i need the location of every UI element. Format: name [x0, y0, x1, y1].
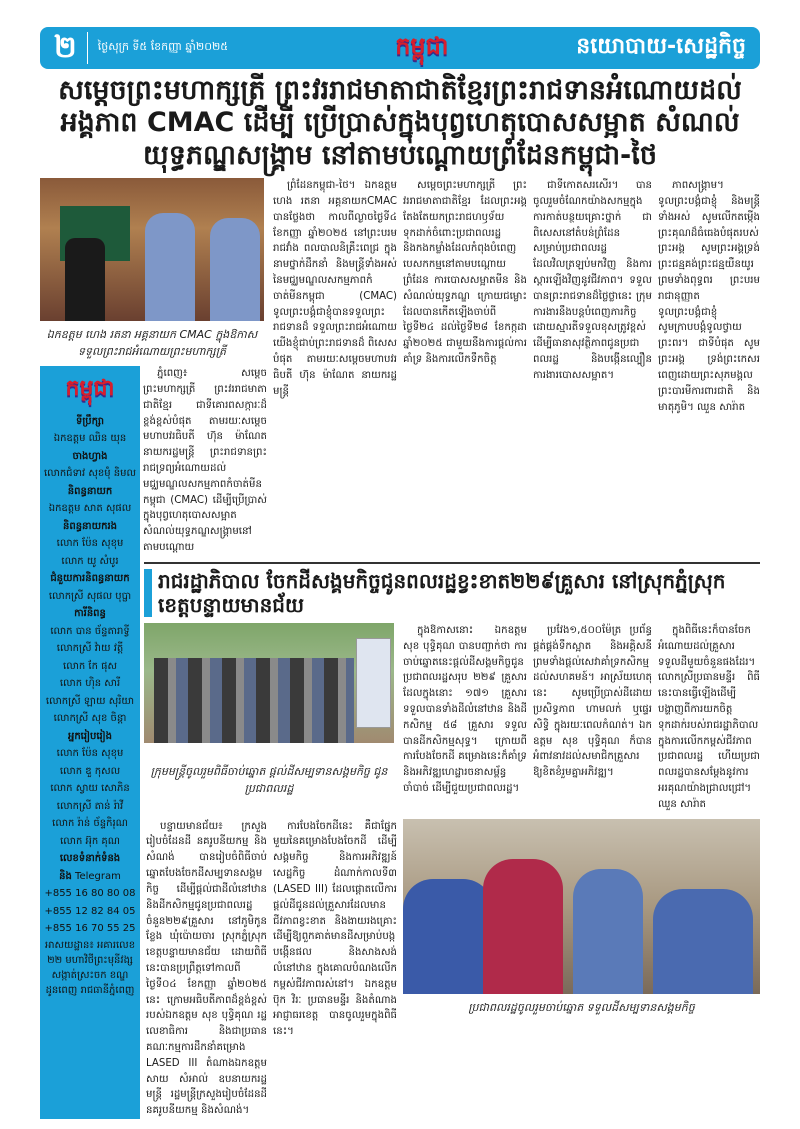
article2-photo2-caption: ប្រជាពលរដ្ឋចូលរួមចាប់ឆ្នោត ទទួលដីសម្បទានសង្គមកិច្ច	[468, 1000, 695, 1014]
issue-date: ថ្ងៃសុក្រ ទី៥ ខែកញ្ញា ឆ្នាំ២០២៥	[97, 40, 229, 53]
staff-name: លោកស្រី ឡាយ សុរិយា	[45, 695, 135, 707]
paragraph: សម្តេចព្រះមហាក្សត្រី ព្រះវររាជមាតាជាតិខ្មែរ ដែលព្រះអង្គតែងតែយកព្រះរាជហឫទ័យទុកដាក់ចំពោះប្រជាពលរដ្ឋ និងកងកម្លាំងដែលកំពុងបំពេញបេសកកម្មនៅតាមបណ្តោយព្រំដែន ការបោសសម្អាតមីន និងសំណល់យុទ្ធភណ្ឌ ក្រោយជម្លោះ ដែលបានកើតឡើងចាប់ពីថ្ងៃទី២៤ ដល់ថ្ងៃទី២៨ ខែកក្កដា ឆ្នាំ២០២៥ ជាមួយនឹងការផ្តល់ការគាំទ្រ និងការលើកទឹកចិត្ត	[403, 180, 527, 366]
person-figure	[210, 218, 260, 321]
paragraph: ក្នុងពិធីនេះក៏បានចែកអំណោយដល់គ្រួសារទទួលដីមួយចំនួនផងដែរ។ លោកស្រីប្រធានមន្ទីរ ពិធីនេះបានធ្វើឡើងដើម្បីបង្ហាញពីការយកចិត្តទុកដាក់របស់រាជរដ្ឋាភិបាល ក្នុងការលើកកម្ពស់ជីវភាពប្រជាពលរដ្ឋ ហើយប្រជាពលរដ្ឋបានសម្តែងនូវការអរគុណយ៉ាងជ្រាលជ្រៅ។ ឈួន សារ៉ាត	[658, 624, 760, 810]
article2-headline: រាជរដ្ឋាភិបាល ចែកដីសង្គមកិច្ចជូនពលរដ្ឋខ្វះខាត២២៩គ្រួសារ នៅស្រុកភ្នំស្រុក ខេត្តបន្ទាយមានជ័យ	[158, 568, 726, 617]
sidebar-logo: កម្ពុជា	[65, 376, 115, 402]
article1-column-5	[655, 178, 760, 415]
address: អាសយដ្ឋាន៖ អគារលេខ ២២ មហាវិថីព្រះមុនីវង្ស សង្កាត់ស្រះចក ខណ្ឌដូនពេញ រាជធានីភ្នំពេញ	[44, 939, 136, 996]
staff-name: លោក រ៉ាន់ ច័ន្ទកិរុណ	[52, 818, 128, 830]
article1-column-4	[530, 178, 655, 384]
article2-photo-officials	[144, 623, 394, 743]
article2-photo1-caption: ក្រុមមន្ត្រីចូលរួមពិធីចាប់ឆ្នោត ផ្តល់ដីសម្បទានសង្គមកិច្ច ជូនប្រជាពលរដ្ឋ	[150, 765, 388, 795]
page-number: ២	[54, 30, 77, 65]
telegram-prefix: និង	[59, 870, 72, 882]
staff-name: លោកស្រី វ៉ាយ វត្តី	[56, 643, 124, 655]
phone-number: +855 16 70 55 25	[44, 923, 136, 935]
staff-name: លោកស្រី សុផល បុប្ផា	[48, 590, 132, 602]
paragraph: ព្រំដែនកម្ពុជា-ថៃ។ ឯកឧត្តម ហេង រតនា អគ្គនាយកCMAC បានថ្លែងថា កាលពីល្ងាចថ្ងៃទី៤ ខែកញ្ញា ឆ្នាំ២០២៥ នៅព្រះបរមរាជវាំង ពលបាលនិគ្រឹះពេជ្រ ក្នុងនាមថ្នាក់ដឹកនាំ និងមន្ត្រីទាំងអស់នៃមជ្ឈមណ្ឌលសកម្មភាពកំចាត់មីនកម្ពុជា (CMAC) ទូលព្រះបង្គំជាខ្ញុំបានទទួលព្រះរាជទានដ៏ ទទួលព្រះរាជអំណោយ យើងខ្ញុំជាប់ព្រះរាជទានដ៏ ពិសេសបំផុត តាមរយៈសម្តេចមហាបវរធិបតី ហ៊ុន ម៉ាណែត នាយករដ្ឋមន្ត្រី	[273, 180, 397, 397]
headline-accent-bar	[144, 569, 152, 617]
staff-name: លោក កែ ផុស	[63, 660, 117, 672]
staff-name: លោក ប៉ែន សុខុម	[56, 538, 124, 550]
article1-column-2	[270, 178, 400, 399]
telegram-label	[42, 868, 138, 886]
staff-name: លោក ប៉ែន សុខុម	[56, 748, 124, 760]
staff-role: ទីប្រឹក្សា	[75, 415, 105, 427]
staff-name: លោកស្រី តាន់ រ៉ាវី	[56, 800, 124, 812]
page-grid	[40, 178, 760, 1119]
staff-name: លោក បាន ច័ន្ទតារាទ្វី	[50, 625, 130, 637]
person-figure	[65, 238, 105, 321]
article1-photo-caption: ឯកឧត្តម ហេង រតនា អគ្គនាយក CMAC ក្នុងឱកាសទទួលព្រះរាជអំណោយព្រះមហាក្សត្រី	[46, 328, 258, 358]
staff-role: និពន្ធនាយករង	[63, 520, 117, 532]
paragraph: ភាពសង្គ្រាម។ ទូលព្រះបង្គំជាខ្ញុំ និងមន្ត្រីទាំងអស់ សូមលើកតម្កើងព្រះគុណដ៏ធំធេងបំផុតរបស់ព្រះអង្គ សូមព្រះអង្គទ្រង់ព្រះជន្មគង់ព្រះជន្មយឺនយូរ ព្រមទាំងពុទ្ធពរ ព្រះបរមរាជានុញ្ញាត ទូលព្រះបង្គំជាខ្ញុំ សូមក្រាបបង្គំទូលថ្វាយព្រះពរ។ ជាទីបំផុត សូមព្រះអង្គ ទ្រង់ព្រះកេសរពេញដោយព្រះសុភមង្គល ព្រះបារមីការពារជាតិ និងមាតុភូមិ។ ឈួន សារ៉ាត	[658, 180, 760, 413]
paragraph: ជាទីកោតសរសើរ។ បានចូលរួមចំណែកយ៉ាងសកម្មក្នុងការកាត់បន្ថយគ្រោះថ្នាក់ ជាពិសេសនៅតំបន់ព្រំដែន សម្រាប់ប្រជាពលរដ្ឋដែលវិលត្រឡប់មកវិញ និងការស្តារឡើងវិញនូវជីវភាព។ ទទួលបានព្រះរាជទានដ៏ថ្លៃថ្លានេះ ក្រុមការងារនឹងបន្តបំពេញភារកិច្ចដោយស្មារតីទទួលខុសត្រូវខ្ពស់ ដើម្បីធានាសុវត្ថិភាពជូនប្រជាពលរដ្ឋ និងបង្កើនល្បឿនការងារបោសសម្អាត។	[533, 180, 652, 381]
person-figure	[653, 889, 753, 994]
article1-column-1	[140, 366, 270, 556]
article2-column-1	[140, 819, 270, 1119]
staff-role: ការីនិពន្ធ	[74, 608, 106, 620]
article1-photo	[40, 178, 264, 321]
article2-column-2	[270, 819, 400, 1040]
article2-column-4	[530, 623, 655, 781]
masthead-sidebar	[40, 366, 140, 1119]
staff-name: លោកជំទាវ សុខម៉ុំ និមល	[43, 468, 137, 480]
staff-role: ជំនួយការនិពន្ធនាយក	[50, 573, 130, 585]
staff-name: ឯកឧត្តម ឈិន យុន	[53, 433, 127, 445]
phone-number: +855 16 80 80 08	[44, 888, 136, 900]
article2-photo2-block	[400, 819, 760, 1017]
person-figure	[145, 213, 195, 321]
staff-role: ចាងហ្វាង	[72, 450, 108, 462]
paragraph: បន្ទាយមានជ័យ៖ ក្រសួងរៀបចំដែនដី នគរូបនីយកម្ម និងសំណង់ បានរៀបចំពិធីចាប់ឆ្នោតបែងចែកដីសម្បទានសង្គមកិច្ច ដើម្បីផ្តល់ជាដីលំនៅឋាន និងដីកសិកម្មជូនប្រជាពលរដ្ឋចំនួន២២៩គ្រួសារ នៅភូមិកូនខ្លែង ឃុំប៉ោយចារ ស្រុកភ្នំស្រុក ខេត្តបន្ទាយមានជ័យ ដោយពិធីនេះបានប្រព្រឹត្តទៅកាលពីថ្ងៃទី០៤ ខែកញ្ញា ឆ្នាំ២០២៥ នេះ ក្រោមអធិបតីភាពដ៏ខ្ពង់ខ្ពស់របស់ឯកឧត្តម សុខ បុទ្ធិគុណ រដ្ឋលេខាធិការ និងជាប្រធានគណៈកម្មការដឹកនាំគម្រោង LASED III តំណាងឯកឧត្តម សាយ សំអាល់ ឧបនាយករដ្ឋមន្ត្រី រដ្ឋមន្ត្រីក្រសួងរៀបចំដែនដី នគរូបនីយកម្ម និងសំណង់។	[146, 820, 267, 1117]
paragraph: ភ្នំពេញ៖ សម្តេចព្រះមហាក្សត្រី ព្រះវររាជមាតាជាតិខ្មែរ ជាទីគោរពសក្ការៈដ៏ខ្ពង់ខ្ពស់បំផុត តាមរយៈសម្តេចមហាបវរធិបតី ហ៊ុន ម៉ាណែត នាយករដ្ឋមន្ត្រី ព្រះរាជទានព្រះរាជទ្រព្យអំណោយដល់មជ្ឈមណ្ឌលសកម្មភាពកំចាត់មីនកម្ពុជា (CMAC) ដើម្បីប្រើប្រាស់ក្នុងបុព្វហេតុបោសសម្អាតសំណល់យុទ្ធភណ្ឌសង្គ្រាមនៅតាមបណ្តោយ	[143, 368, 267, 554]
staff-role: លេខទំនាក់ទំនង	[59, 853, 121, 865]
article2-headline-block	[144, 562, 760, 617]
telegram-text: Telegram	[75, 870, 121, 882]
staff-role: អ្នករៀបរៀង	[67, 730, 113, 742]
article1-column-3	[400, 178, 530, 368]
article2-photo-villagers	[403, 819, 760, 994]
staff-name: លោក អ៊ុក គុណ	[60, 835, 120, 847]
page-header	[40, 27, 760, 69]
staff-name: លោក ស្វាយ សោភិន	[50, 783, 130, 795]
paragraph: ក្នុងឱកាសនោះ ឯកឧត្តម សុខ បុទ្ធិគុណ បានបញ្ជាក់ថា ការចាប់ឆ្នោតនេះផ្តល់ដីសង្គមកិច្ចជូនប្រជាពលរដ្ឋសរុប ២២៩ គ្រួសារ ដែលក្នុងនោះ ១៧១ គ្រួសារ ទទួលបានទាំងដីលំនៅឋាន និងដីកសិកម្ម ៥៨ គ្រួសារ ទទួលបានដីកសិកម្មសុទ្ធ។ ក្រោយពីការបែងចែកដី គម្រោងនេះក៏គាំទ្រ និងអភិវឌ្ឍហេដ្ឋារចនាសម្ព័ន្ធចាំបាច់ ដើម្បីជួយប្រជាពលរដ្ឋ។	[403, 624, 527, 795]
header-divider	[87, 32, 88, 64]
paragraph: ការបែងចែកដីនេះ គឺជាផ្នែកមួយនៃគម្រោងបែងចែកដី ដើម្បីសង្គមកិច្ច និងការអភិវឌ្ឍន៍សេដ្ឋកិច្ច ដំណាក់កាលទី៣ (LASED III) ដែលផ្តោតលើការផ្តល់ដីជូនដល់គ្រួសារដែលមានជីវភាពខ្វះខាត និងងាយរងគ្រោះ ដើម្បីឱ្យពួកគាត់មានដីសម្រាប់បង្កបង្កើនផល និងសាងសង់លំនៅឋាន ក្នុងគោលបំណងលើកកម្ពស់ជីវភាពរស់នៅ។ ឯកឧត្តម ប៊ុក វិរៈ ប្រធានមន្ទីរ និងតំណាងអាជ្ញាធរខេត្ត បានចូលរួមក្នុងពិធីនេះ។	[273, 820, 397, 1038]
staff-name: លោក ឌួ កុសល	[59, 765, 121, 777]
phone-number: +855 12 82 84 05	[44, 905, 136, 917]
staff-name: លោក ហ៊ិន សារី	[59, 678, 121, 690]
staff-name: លោកស្រី សុខ ចិន្តា	[53, 713, 127, 725]
staff-role: និពន្ធនាយក	[67, 485, 113, 497]
article1-headline: សម្តេចព្រះមហាក្សត្រី ព្រះវររាជមាតាជាតិខ្មែរព្រះរាជទានអំណោយដល់ អង្គភាព CMAC ដើម្បី ប្រើប្រាស់ក្នុងបុព្វហេតុបោសសម្អាត សំណល់យុទ្ធភណ្ឌសង្គ្រាម នៅតាមបណ្តោយព្រំដែនកម្ពុជា-ថៃ	[58, 75, 742, 171]
group-of-people	[154, 658, 354, 743]
person-figure	[573, 869, 643, 994]
staff-name: ឯកឧត្តម សាត សុផល	[48, 503, 132, 515]
person-figure	[403, 879, 493, 994]
paragraph: ប្រវែង១,៥០០ម៉ែត្រ ប្រព័ន្ធផ្គត់ផ្គង់ទឹកស្អាត និងអគ្គិសនី ព្រមទាំងផ្តល់សេវាគាំទ្រកសិកម្មដល់សហគមន៍។ អាស្រ័យហេតុនេះ សូមប្រើប្រាស់ដីដោយប្រសិទ្ធភាព ហាមលក់ ឬផ្ទេរសិទ្ធិ ក្នុងរយៈពេលកំណត់។ ឯកឧត្តម សុខ បុទ្ធិគុណ ក៏បានអំពាវនាវដល់សមាជិកគ្រួសារ ឱ្យខិតខំរួមគ្នាអភិវឌ្ឍ។	[533, 624, 652, 779]
display-board	[356, 638, 391, 728]
staff-name: លោក យូ សំបូរ	[61, 555, 119, 567]
newspaper-logo: កម្ពុជា	[395, 31, 449, 60]
section-title: នយោបាយ-សេដ្ឋកិច្ច	[576, 34, 746, 59]
person-figure	[483, 859, 563, 994]
article2-column-3	[400, 623, 530, 797]
article2-column-5	[655, 623, 760, 813]
